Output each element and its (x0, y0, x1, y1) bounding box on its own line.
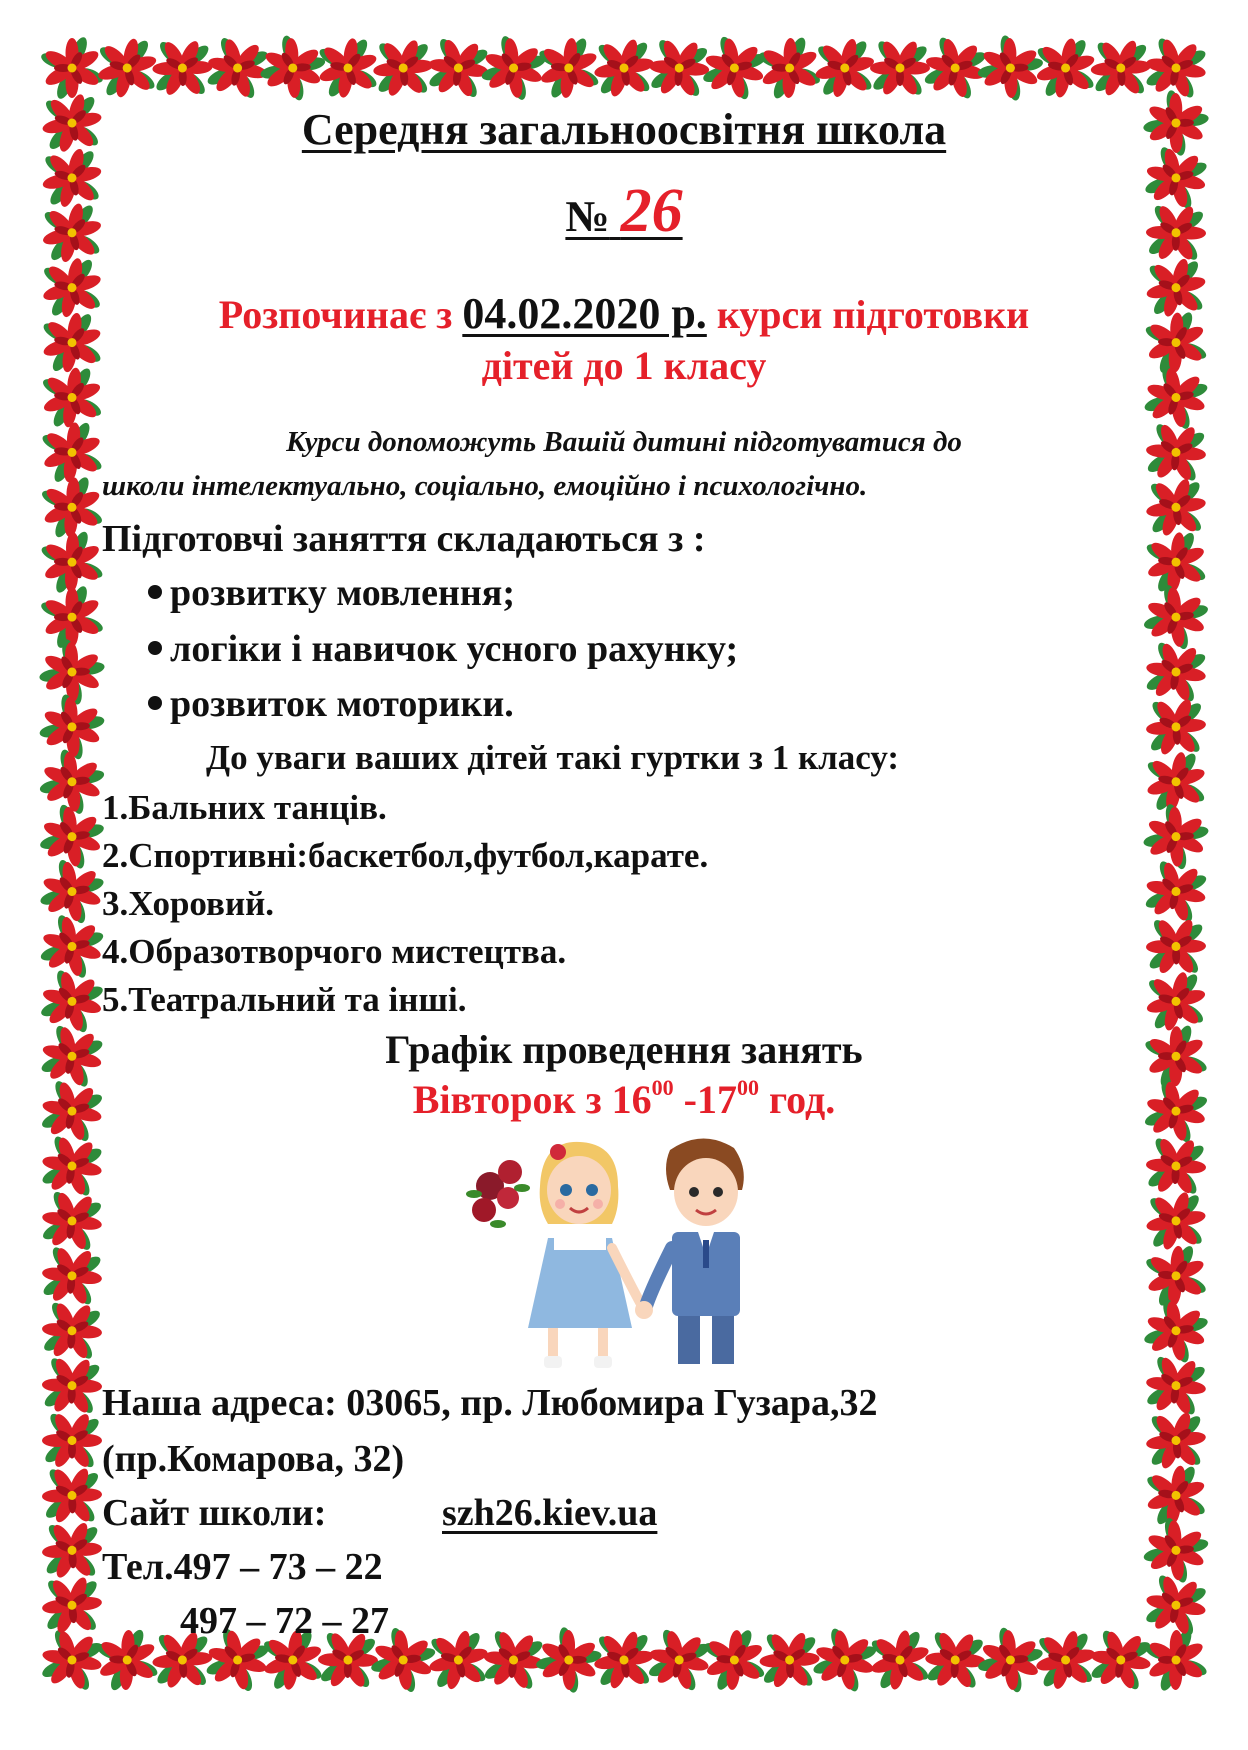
intro-line-1: Курси допоможуть Вашій дитині підготуватися до (286, 426, 962, 458)
poinsettia-icon (699, 1624, 770, 1695)
poinsettia-icon (1139, 526, 1212, 599)
clubs-heading: До уваги ваших дітей такі гуртки з 1 класу: (206, 738, 900, 777)
end-minutes: 00 (736, 1074, 759, 1100)
club-item: 2.Спортивні:баскетбол,футбол,карате. (102, 836, 709, 875)
phone-2: 497 – 72 – 27 (180, 1600, 389, 1642)
classes-heading: Підготовчі заняття складаються з : (102, 518, 706, 560)
club-item: 1.Бальних танців. (102, 788, 387, 827)
end-hour: 17 (696, 1077, 737, 1122)
address-old-line: (пр.Комарова, 32) (102, 1438, 405, 1480)
girl-figure (528, 1142, 642, 1368)
poinsettia-icon (533, 32, 605, 104)
poinsettia-icon (38, 528, 106, 596)
intro-line-2: школи інтелектуально, соціально, емоційно і психологічно. (102, 470, 868, 502)
announcement-prefix: Розпочинає з (218, 292, 453, 337)
poinsettia-icon (756, 34, 824, 102)
bullet-dot (148, 641, 162, 655)
poinsettia-icon (310, 30, 386, 106)
poinsettia-icon (39, 35, 105, 101)
address-line: Наша адреса: 03065, пр. Любомира Гузара,32 (102, 1382, 878, 1424)
classes-item-text: розвитку мовлення; (170, 572, 515, 614)
children-illustration (462, 1128, 784, 1378)
start-minutes: 00 (651, 1074, 674, 1100)
start-date: 04.02.2020 р. (462, 289, 707, 338)
bullet-dot (148, 585, 162, 599)
school-title (0, 105, 1248, 154)
classes-item-text: розвиток моторики. (170, 683, 514, 725)
poinsettia-icon (855, 23, 945, 113)
announcement-line-2: дітей до 1 класу (481, 343, 767, 388)
poinsettia-icon (1140, 1240, 1211, 1311)
time-unit: год. (758, 1077, 836, 1122)
classes-list-item (148, 574, 515, 612)
club-item: 5.Театральний та інші. (102, 980, 467, 1019)
classes-item-text: логіки і навичок усного рахунку; (170, 628, 739, 670)
club-item: 4.Образотворчого мистецтва. (102, 932, 567, 971)
number-sign: № (565, 192, 610, 241)
poinsettia-icon (37, 472, 107, 542)
club-item: 3.Хоровий. (102, 884, 275, 923)
site-label: Сайт школи: (102, 1492, 327, 1534)
start-hour: 16 (611, 1077, 652, 1122)
number-value: 26 (620, 177, 683, 245)
poinsettia-icon (26, 1285, 117, 1376)
time-dash: - (673, 1077, 697, 1122)
flower-bouquet-icon (466, 1160, 530, 1228)
classes-list-item (148, 685, 514, 723)
poinsettia-icon (93, 1625, 162, 1694)
school-title-text: Середня загальноосвітня школа (301, 105, 947, 154)
phone-1: Тел.497 – 73 – 22 (102, 1546, 383, 1588)
poinsettia-icon (26, 1120, 119, 1213)
schedule-day: Вівторок з (412, 1077, 602, 1122)
poinsettia-icon (745, 1616, 833, 1704)
school-number-text (565, 177, 683, 245)
bullet-dot (148, 696, 162, 710)
poinsettia-icon (965, 23, 1056, 114)
classes-list-item (148, 630, 738, 668)
schedule-heading: Графік проведення занять (385, 1027, 863, 1072)
poinsettia-icon (1143, 1627, 1210, 1694)
poinsettia-icon (26, 1614, 119, 1707)
school-number (0, 177, 1248, 245)
schedule-time (0, 1074, 1248, 1122)
announcement-line-1 (0, 289, 1248, 338)
poinsettia-icon (26, 1175, 118, 1267)
poinsettia-icon (39, 584, 105, 650)
site-link[interactable]: szh26.kiev.ua (442, 1492, 658, 1534)
boy-figure (635, 1138, 744, 1364)
poinsettia-icon (1131, 902, 1220, 991)
announcement-suffix: курси підготовки (716, 292, 1030, 337)
poinsettia-icon (26, 1230, 118, 1322)
